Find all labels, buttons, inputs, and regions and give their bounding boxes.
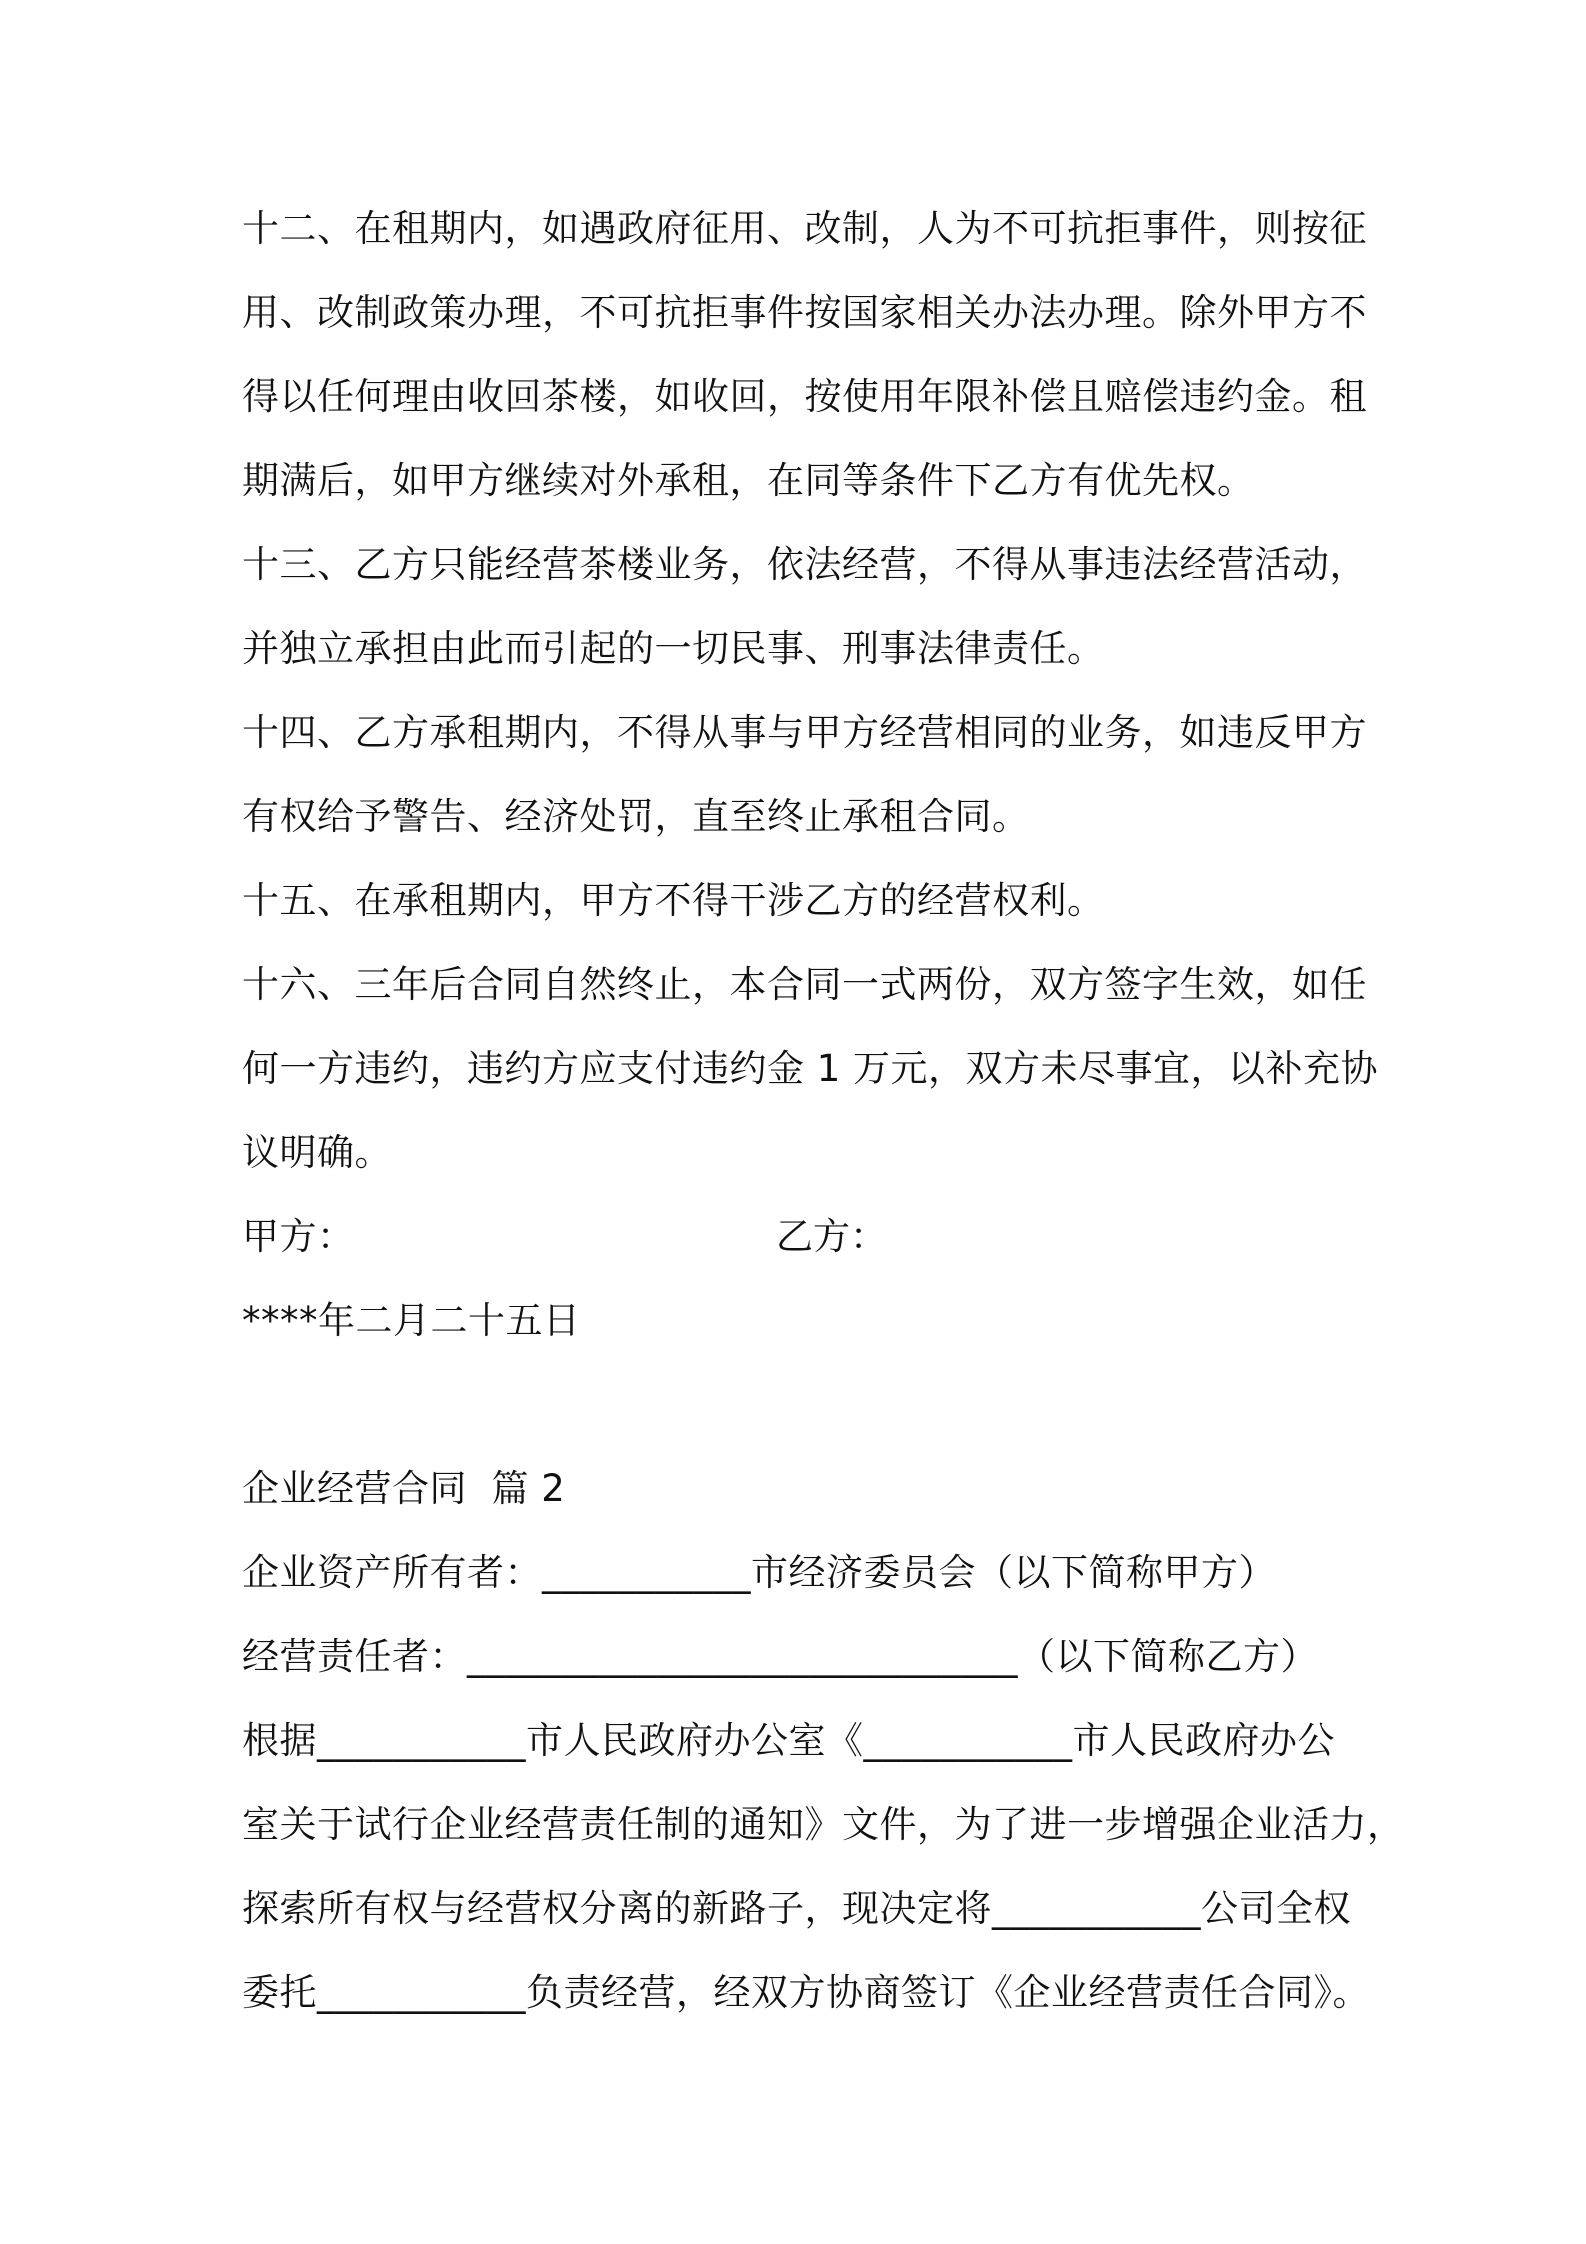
paragraph-line: 探索所有权与经营权分离的新路子，现决定将___________公司全权 — [242, 1887, 1351, 1930]
paragraph-line: 期满后，如甲方继续对外承租，在同等条件下乙方有优先权。 — [242, 459, 1255, 502]
paragraph-line: 议明确。 — [242, 1131, 392, 1174]
paragraph-line: 并独立承担由此而引起的一切民事、刑事法律责任。 — [242, 627, 1105, 670]
paragraph-line: 企业资产所有者：___________市经济委员会（以下简称甲方） — [242, 1551, 1276, 1594]
paragraph-line: 得以任何理由收回茶楼，如收回，按使用年限补偿且赔偿违约金。租 — [242, 375, 1367, 418]
paragraph-line: 十五、在承租期内，甲方不得干涉乙方的经营权利。 — [242, 879, 1105, 922]
paragraph-line: 用、改制政策办理，不可抗拒事件按国家相关办法办理。除外甲方不 — [242, 291, 1367, 334]
paragraph-line: 十三、乙方只能经营茶楼业务，依法经营，不得从事违法经营活动， — [242, 543, 1367, 586]
paragraph-line: 委托___________负责经营，经双方协商签订《企业经营责任合同》。 — [242, 1971, 1370, 2014]
paragraph-line: 室关于试行企业经营责任制的通知》文件，为了进一步增强企业活力， — [242, 1803, 1405, 1846]
paragraph-line: 根据___________市人民政府办公室《___________市人民政府办公 — [242, 1719, 1335, 1762]
party-b-signature-label: 乙方： — [776, 1215, 887, 1258]
paragraph-line: 十二、在租期内，如遇政府征用、改制，人为不可抗拒事件，则按征 — [242, 207, 1367, 250]
paragraph-line: 十六、三年后合同自然终止，本合同一式两份，双方签字生效，如任 — [242, 963, 1367, 1006]
paragraph-line: 十四、乙方承租期内，不得从事与甲方经营相同的业务，如违反甲方 — [242, 711, 1367, 754]
party-a-signature-label: 甲方： — [242, 1215, 355, 1258]
section-title: 企业经营合同 篇 2 — [242, 1467, 566, 1510]
contract-date: ****年二月二十五日 — [242, 1299, 581, 1342]
paragraph-line: 有权给予警告、经济处罚，直至终止承租合同。 — [242, 795, 1030, 838]
paragraph-line: 何一方违约，违约方应支付违约金 1 万元，双方未尽事宜，以补充协 — [242, 1047, 1379, 1090]
paragraph-line: 经营责任者：_____________________________（以下简称乙方） — [242, 1635, 1318, 1678]
